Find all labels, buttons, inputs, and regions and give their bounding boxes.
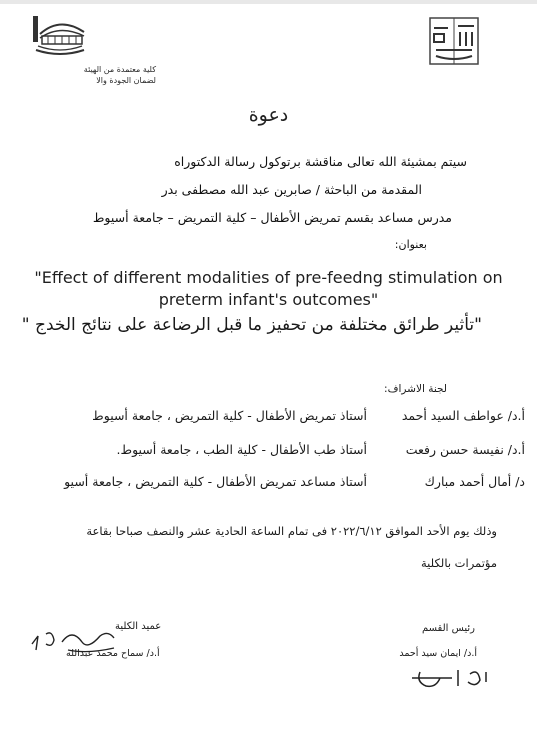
committee-member-position: أستاذ مساعد تمريض الأطفال - كلية التمريض ، جامعة أسيو <box>64 474 367 489</box>
intro-line-3: مدرس مساعد بقسم تمريض الأطفال – كلية التمريض – جامعة أسيوط <box>92 210 452 225</box>
schedule-line-1: وذلك يوم الأحد الموافق ٢٠٢٢/٦/١٢ فى تمام الساعة الحادية عشر والنصف صباحا بقاعة <box>86 524 497 538</box>
university-logo-icon <box>428 14 480 68</box>
faculty-logo-icon <box>30 14 88 60</box>
document-title: دعوة <box>248 104 289 126</box>
committee-label: لجنة الاشراف: <box>384 383 447 395</box>
head-title: رئيس القسم <box>421 623 475 634</box>
committee-member-position: أستاذ تمريض الأطفال - كلية التمريض ، جامعة أسيوط <box>92 408 367 423</box>
committee-member-name: أ.د/ عواطف السيد أحمد <box>401 408 525 423</box>
dean-name: أ.د/ سماح محمد عبدالله <box>66 648 160 659</box>
committee-member-name: د/ أمال أحمد مبارك <box>424 474 525 489</box>
scan-top-edge <box>0 0 537 4</box>
intro-line-2: المقدمة من الباحثة / صابرين عبد الله مصطفى بدر <box>161 182 422 197</box>
head-name: أ.د/ ايمان سيد أحمد <box>399 648 477 659</box>
schedule-line-2: مؤتمرات بالكلية <box>421 556 497 570</box>
thesis-title-english-line-2: preterm infant's outcomes" <box>158 290 379 309</box>
thesis-title-arabic: "تأثير طرائق مختلفة من تحفيز ما قبل الرضاعة على نتائج الخدج " <box>21 315 482 335</box>
committee-member-position: أستاذ طب الأطفال - كلية الطب ، جامعة أسيوط. <box>116 442 367 457</box>
head-signature-icon <box>408 664 498 692</box>
accreditation-line-2: لضمان الجودة والا <box>96 76 156 85</box>
intro-line-4: بعنوان: <box>394 238 427 251</box>
accreditation-line-1: كلية معتمدة من الهيئة <box>83 65 156 74</box>
dean-title: عميد الكلية <box>115 621 162 632</box>
intro-line-1: سيتم بمشيئة الله تعالى مناقشة برتوكول رسالة الدكتوراه <box>174 154 467 169</box>
committee-member-name: أ.د/ نفيسة حسن رفعت <box>405 442 525 457</box>
accreditation-note <box>58 64 156 86</box>
thesis-title-english-line-1: "Effect of different modalities of pre-feedng stimulation on <box>34 268 503 287</box>
